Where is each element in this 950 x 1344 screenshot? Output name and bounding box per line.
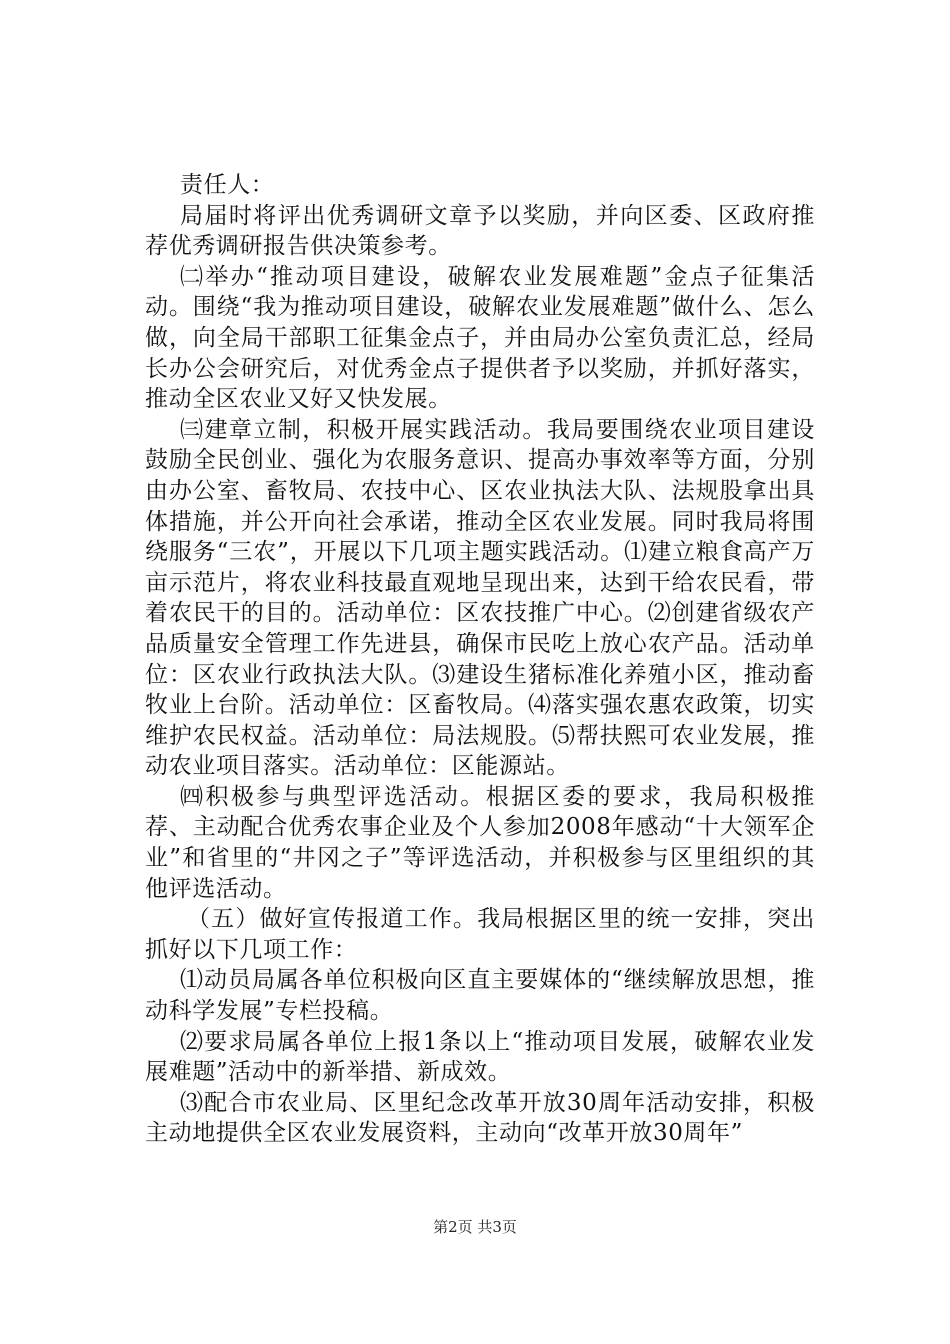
paragraph-item-1: ⑴动员局属各单位积极向区直主要媒体的“继续解放思想，推动科学发展”专栏投稿。 xyxy=(145,967,815,1025)
paragraph-research-award: 局届时将评出优秀调研文章予以奖励，并向区委、区政府推荐优秀调研报告供决策参考。 xyxy=(145,202,815,260)
paragraph-golden-idea-activity: ㈡举办“推动项目建设，破解农业发展难题”金点子征集活动。围绕“我为推动项目建设，破解农业发展难题”做什么、怎么做，向全局干部职工征集金点子，并由局办公室负责汇总，经局长办公会研究后，对优秀金点子提供者予以奖励，并抓好落实，推动全区农业又好又快发展。 xyxy=(145,263,815,413)
paragraph-typical-selection: ㈣积极参与典型评选活动。根据区委的要求，我局积极推荐、主动配合优秀农事企业及个人参加2008年感动“十大领军企业”和省里的“井冈之子”等评选活动，并积极参与区里组织的其他评选活动。 xyxy=(145,783,815,902)
paragraph-item-3: ⑶配合市农业局、区里纪念改革开放30周年活动安排，积极主动地提供全区农业发展资料，主动向“改革开放30周年” xyxy=(145,1089,815,1147)
page-footer: 第2页 共3页 xyxy=(433,1218,517,1236)
document-body xyxy=(145,170,815,1149)
paragraph-publicity-work: （五）做好宣传报道工作。我局根据区里的统一安排，突出抓好以下几项工作： xyxy=(145,906,815,963)
paragraph-item-2: ⑵要求局属各单位上报1条以上“推动项目发展，破解农业发展难题”活动中的新举措、新成效。 xyxy=(145,1028,815,1086)
paragraph-regulation-practice: ㈢建章立制，积极开展实践活动。我局要围绕农业项目建设鼓励全民创业、强化为农服务意识、提高办事效率等方面，分别由办公室、畜牧局、农技中心、区农业执法大队、法规股拿出具体措施，并公开向社会承诺，推动全区农业发展。同时我局将围绕服务“三农”，开展以下几项主题实践活动。⑴建立粮食高产万亩示范片，将农业科技最直观地呈现出来，达到干给农民看，带着农民干的目的。活动单位：区农技推广中心。⑵创建省级农产品质量安全管理工作先进县，确保市民吃上放心农产品。活动单位：区农业行政执法大队。⑶建设生猪标准化养殖小区，推动畜牧业上台阶。活动单位：区畜牧局。⑷落实强农惠农政策，切实维护农民权益。活动单位：局法规股。⑸帮扶熙可农业发展，推动农业项目落实。活动单位：区能源站。 xyxy=(145,416,815,780)
paragraph-responsible-person: 责任人： xyxy=(180,172,275,198)
